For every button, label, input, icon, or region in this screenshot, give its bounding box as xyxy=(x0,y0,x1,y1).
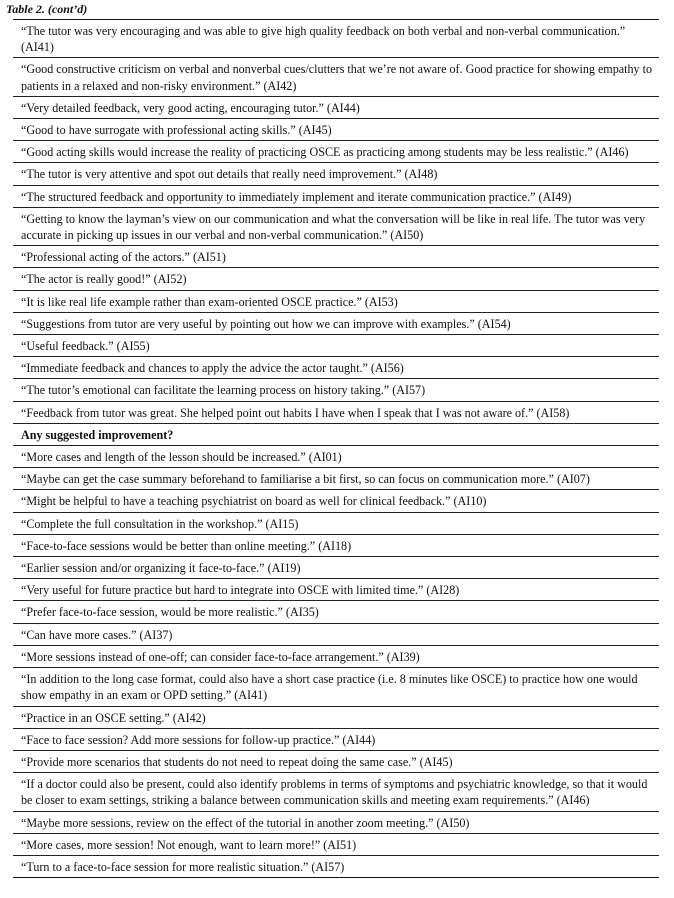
table-row: “The actor is really good!” (AI52) xyxy=(13,267,659,289)
table-row: “Might be helpful to have a teaching psychiatrist on board as well for clinical feedback.” (AI10) xyxy=(13,489,659,511)
table-row: “Immediate feedback and chances to apply the advice the actor taught.” (AI56) xyxy=(13,356,659,378)
table-row: “If a doctor could also be present, could also identify problems in terms of symptoms and psychiatric knowledge, so that it would be closer to exam settings, striking a balance between communication skills and meeting exam requirements.” (AI46) xyxy=(13,772,659,810)
table-row: “Very useful for future practice but hard to integrate into OSCE with limited time.” (AI28) xyxy=(13,578,659,600)
table-row: “Practice in an OSCE setting.” (AI42) xyxy=(13,706,659,728)
table-row: “Good to have surrogate with professional acting skills.” (AI45) xyxy=(13,118,659,140)
feedback-table xyxy=(13,19,659,878)
table-row: “More cases, more session! Not enough, want to learn more!” (AI51) xyxy=(13,833,659,855)
table-row: “Good acting skills would increase the reality of practicing OSCE as practicing among students may be less realistic.” (AI46) xyxy=(13,140,659,162)
table-row: “Good constructive criticism on verbal and nonverbal cues/clutters that we’re not aware of. Good practice for showing empathy to patients in a relaxed and non-risky environment.” (AI42) xyxy=(13,57,659,95)
table-row: “Maybe more sessions, review on the effect of the tutorial in another zoom meeting.” (AI50) xyxy=(13,811,659,833)
table-row: “Face to face session? Add more sessions for follow-up practice.” (AI44) xyxy=(13,728,659,750)
table-row: “Maybe can get the case summary beforehand to familiarise a bit first, so can focus on communication more.” (AI07) xyxy=(13,467,659,489)
table-caption: Table 2. (cont’d) xyxy=(6,2,88,16)
table-row: “Face-to-face sessions would be better than online meeting.” (AI18) xyxy=(13,534,659,556)
table-row: “Suggestions from tutor are very useful by pointing out how we can improve with examples.” (AI54) xyxy=(13,312,659,334)
table-row: “Provide more scenarios that students do not need to repeat doing the same case.” (AI45) xyxy=(13,750,659,772)
table-row: “It is like real life example rather than exam-oriented OSCE practice.” (AI53) xyxy=(13,290,659,312)
table-row: “More cases and length of the lesson should be increased.” (AI01) xyxy=(13,445,659,467)
table-row: “The structured feedback and opportunity to immediately implement and iterate communication practice.” (AI49) xyxy=(13,185,659,207)
table-row: “The tutor was very encouraging and was able to give high quality feedback on both verbal and non-verbal communication.” (AI41) xyxy=(21,24,626,55)
table-row: “The tutor is very attentive and spot out details that really need improvement.” (AI48) xyxy=(13,162,659,184)
table-row: “Complete the full consultation in the workshop.” (AI15) xyxy=(13,512,659,534)
table-row: “In addition to the long case format, could also have a short case practice (i.e. 8 minutes like OSCE) to practice how one would show empathy in an exam or OPD setting.” (AI41) xyxy=(13,667,659,705)
table-row: “Earlier session and/or organizing it face-to-face.” (AI19) xyxy=(13,556,659,578)
table-row: “Getting to know the layman’s view on our communication and what the conversation will be like in real life. The tutor was very accurate in picking up issues in our verbal and non-verbal communication.” (AI50) xyxy=(13,207,659,245)
table-row: “The tutor’s emotional can facilitate the learning process on history taking.” (AI57) xyxy=(13,378,659,400)
table-row: “More sessions instead of one-off; can consider face-to-face arrangement.” (AI39) xyxy=(13,645,659,667)
table-row: “Can have more cases.” (AI37) xyxy=(13,623,659,645)
table-row: “Prefer face-to-face session, would be more realistic.” (AI35) xyxy=(13,600,659,622)
table-row: “Turn to a face-to-face session for more realistic situation.” (AI57) xyxy=(13,855,659,877)
table-row: “Professional acting of the actors.” (AI51) xyxy=(13,245,659,267)
table-row: “Useful feedback.” (AI55) xyxy=(13,334,659,356)
table-row: “Very detailed feedback, very good acting, encouraging tutor.” (AI44) xyxy=(13,96,659,118)
section-heading: Any suggested improvement? xyxy=(13,423,659,445)
table-row: “Feedback from tutor was great. She helped point out habits I have when I speak that I was not aware of.” (AI58) xyxy=(13,401,659,423)
